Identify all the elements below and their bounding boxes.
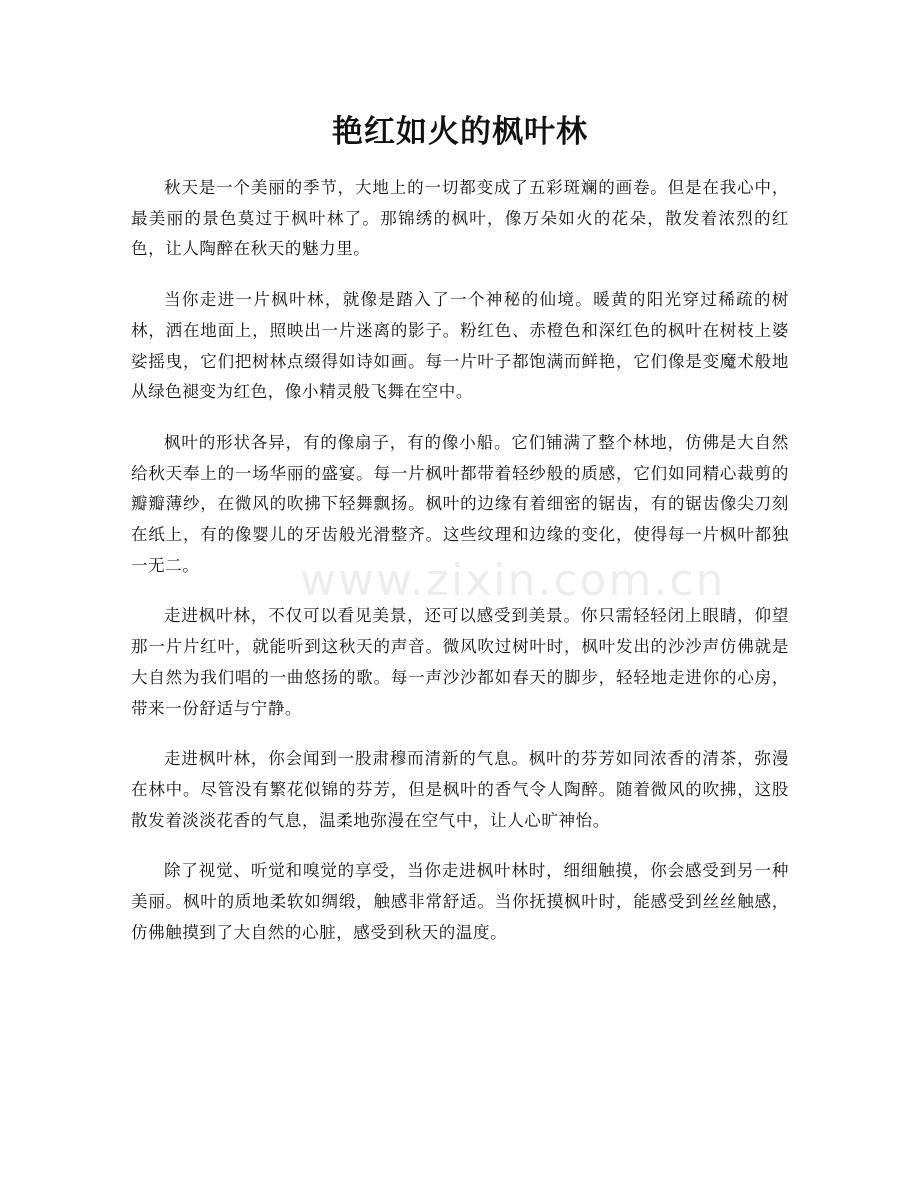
- paragraph-3: 枫叶的形状各异，有的像扇子，有的像小船。它们铺满了整个林地，仿佛是大自然给秋天奉上的一场华丽的盛宴。每一片枫叶都带着轻纱般的质感，它们如同精心裁剪的瓣瓣薄纱，在微风的吹拂下轻舞飘扬。枫叶的边缘有着细密的锯齿，有的锯齿像尖刀刻在纸上，有的像婴儿的牙齿般光滑整齐。这些纹理和边缘的变化，使得每一片枫叶都独一无二。: [131, 432, 789, 575]
- paragraph-2: 当你走进一片枫叶林，就像是踏入了一个神秘的仙境。暖黄的阳光穿过稀疏的树林，洒在地面上，照映出一片迷离的影子。粉红色、赤橙色和深红色的枫叶在树枝上婆娑摇曳，它们把树林点缀得如诗如画。每一片叶子都饱满而鲜艳，它们像是变魔术般地从绿色褪变为红色，像小精灵般飞舞在空中。: [131, 290, 789, 402]
- watermark: www.zixin.com.cn: [300, 555, 726, 606]
- paragraph-6: 除了视觉、听觉和嗅觉的享受，当你走进枫叶林时，细细触摸，你会感受到另一种美丽。枫叶的质地柔软如绸缎，触感非常舒适。当你抚摸枫叶时，能感受到丝丝触感，仿佛触摸到了大自然的心脏，感受到秋天的温度。: [131, 861, 789, 942]
- page-title: 艳红如火的枫叶林: [332, 114, 588, 150]
- paragraph-5: 走进枫叶林，你会闻到一股肃穆而清新的气息。枫叶的芬芳如同浓香的清茶，弥漫在林中。尽管没有繁花似锦的芬芳，但是枫叶的香气令人陶醉。随着微风的吹拂，这股散发着淡淡花香的气息，温柔地弥漫在空气中，让人心旷神怡。: [131, 749, 789, 830]
- paragraph-4: 走进枫叶林，不仅可以看见美景，还可以感受到美景。你只需轻轻闭上眼睛，仰望那一片片红叶，就能听到这秋天的声音。微风吹过树叶时，枫叶发出的沙沙声仿佛就是大自然为我们唱的一曲悠扬的歌。每一声沙沙都如春天的脚步，轻轻地走进你的心房，带来一份舒适与宁静。: [131, 606, 789, 718]
- paragraph-1: 秋天是一个美丽的季节，大地上的一切都变成了五彩斑斓的画卷。但是在我心中，最美丽的景色莫过于枫叶林了。那锦绣的枫叶，像万朵如火的花朵，散发着浓烈的红色，让人陶醉在秋天的魅力里。: [131, 178, 789, 259]
- article-body: [131, 173, 789, 968]
